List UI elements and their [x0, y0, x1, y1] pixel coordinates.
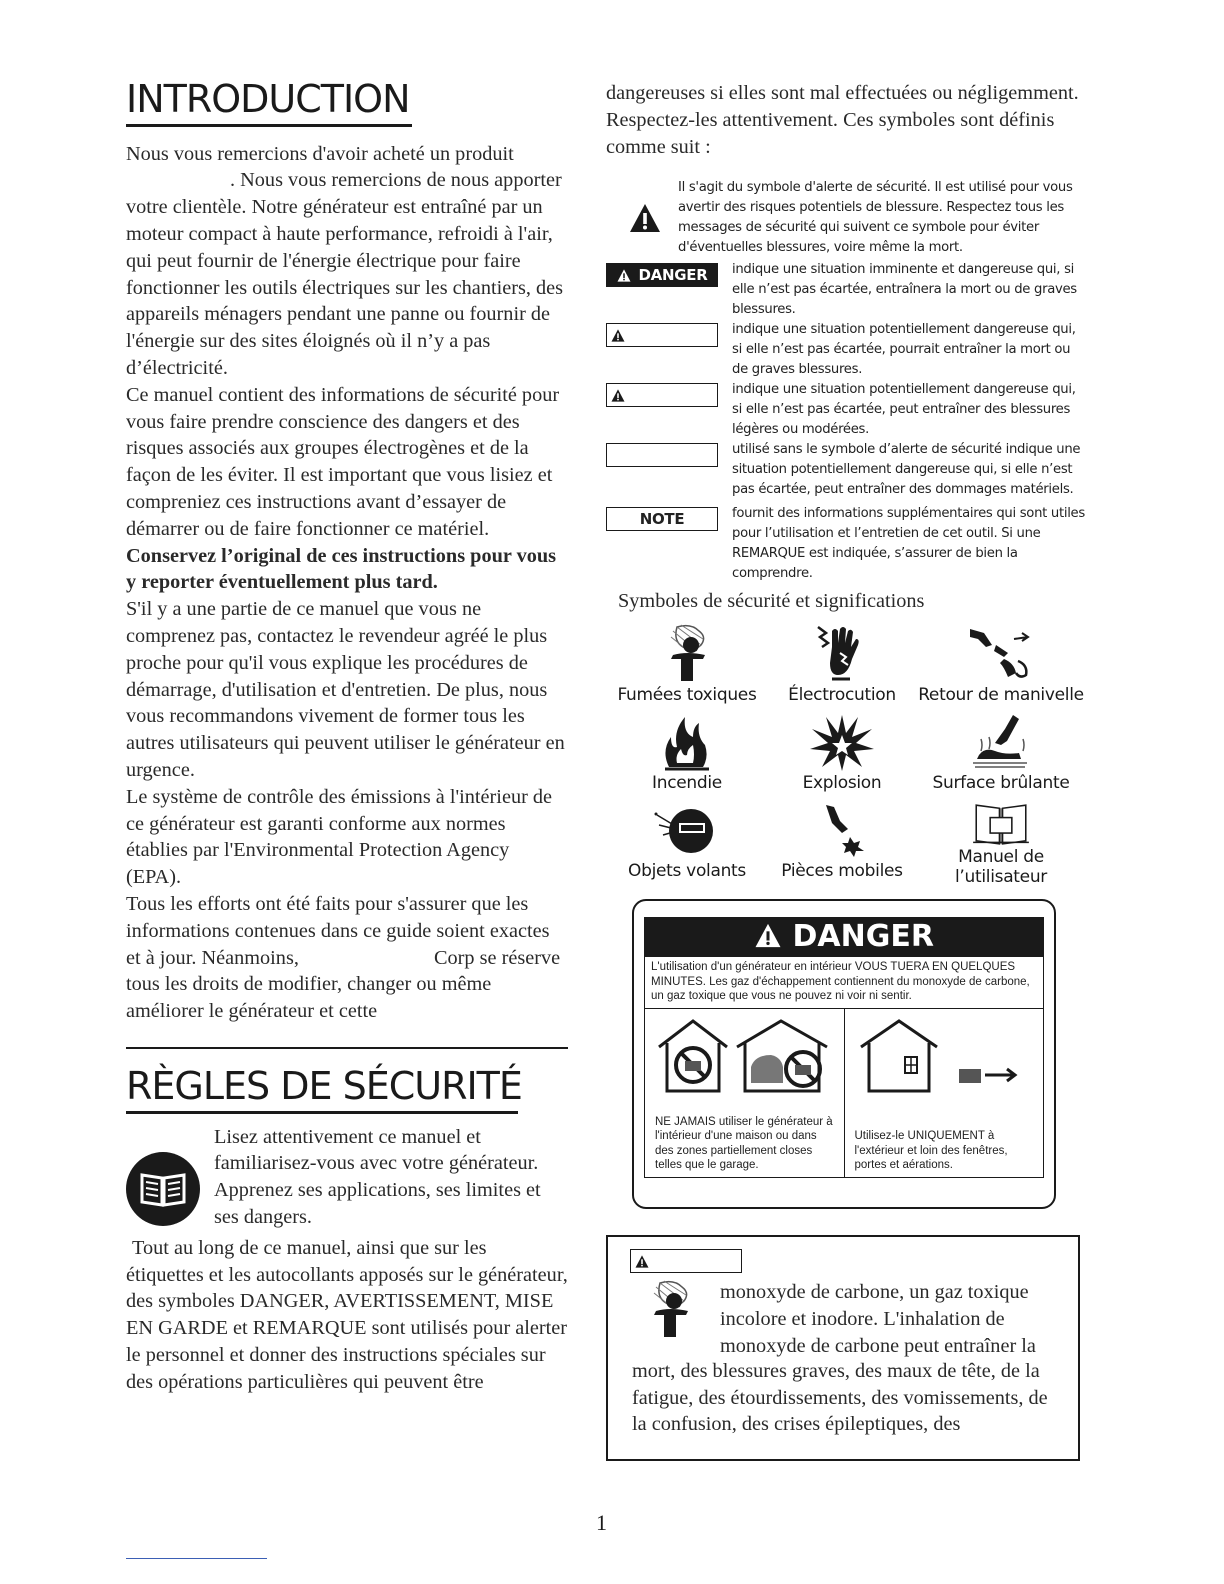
fire-icon: [647, 711, 727, 773]
intro-p2-text: Ce manuel contient des informations de sécurité pour vous faire prendre conscience des dangers et des risques associés aux groupes électrogènes et de la façon de les éviter. Il est important que vous lisiez et compreniez ces instructions avant d’essayer de démarrer ou de faire fonctionner ce matériel.: [126, 383, 560, 540]
user-manual-icon: [961, 799, 1041, 847]
notice-label: [606, 443, 718, 467]
introduction-body: [126, 141, 568, 1025]
co-warning-text-full: mort, des blessures graves, des maux de tête, de la fatigue, des étourdissements, des vomissements, de la confusion, des crises épileptiques, des: [632, 1359, 1048, 1436]
footer-line: [126, 1558, 267, 1559]
co-danger-panel: [632, 899, 1056, 1209]
indoor-use-half: [645, 1009, 844, 1177]
danger-label-text: DANGER: [638, 266, 708, 285]
safety-paragraph-continued: dangereuses si elles sont mal effectuées ou négligemment. Respectez-les attentivement. Ces symboles sont définis comme suit :: [606, 82, 1079, 158]
introduction-heading: [126, 78, 568, 127]
hazard-moving-parts: [768, 799, 916, 887]
note-text: fournit des informations supplémentaires qui sont utiles pour l’utilisation et l’entretien de cet outil. Si une REMARQUE est indiquée, s’assurer de bien la comprendre.: [732, 506, 1085, 582]
notice-row: [606, 440, 1086, 500]
heading-underline: [126, 124, 412, 127]
hazard-hot-surface: [916, 711, 1086, 799]
hazard-label: Explosion: [802, 773, 882, 794]
warning-triangle-icon: [635, 1255, 649, 1268]
hazard-label: Retour de manivelle: [918, 685, 1084, 706]
hazard-label: Fumées toxiques: [617, 685, 757, 706]
outdoor-only-text: Utilisez-le UNIQUEMENT à l'extérieur et loin des fenêtres, portes et aérations.: [854, 1130, 1008, 1172]
danger-split: [645, 1009, 1043, 1177]
signal-word-table: [606, 178, 1086, 584]
hazard-user-manual: [916, 799, 1086, 887]
toxic-fumes-icon: [647, 623, 727, 685]
hazard-flying-objects: [606, 799, 768, 887]
intro-paragraph-2: [126, 382, 568, 596]
hazard-label: Manuel de l’utilisateur: [955, 847, 1047, 888]
caution-text: indique une situation potentiellement dangereuse qui, si elle n’est pas écartée, peut entraîner des blessures légères ou modérées.: [732, 382, 1076, 438]
toxic-fumes-icon: [630, 1279, 710, 1341]
safety-rules-heading: [126, 1065, 568, 1114]
moving-parts-icon: [802, 799, 882, 861]
hazard-fire: [606, 711, 768, 799]
intro-paragraph-5: [126, 891, 568, 1025]
no-indoor-generator-icon: [655, 1017, 835, 1095]
intro-p2-bold: Conservez l’original de ces instructions pour vous y reporter éventuellement plus tard.: [126, 544, 557, 594]
right-column: [606, 80, 1086, 1461]
outdoor-use-half: [844, 1009, 1044, 1177]
hazard-label: Objets volants: [628, 861, 746, 882]
intro-paragraph-3: S'il y a une partie de ce manuel que vous ne comprenez pas, contactez le revendeur agréé le plus proche pour qu'il vous explique les procédures de démarrage, d'utilisation et d'entretien. De plus, nous vous recommandons vivement de former tous les autres utilisateurs qui peuvent utiliser le générateur en urgence.: [126, 598, 565, 782]
warning-triangle-icon: [611, 389, 625, 402]
intro-p5-start: Tous les efforts ont été faits pour s'assurer que les informations contenues dans ce guide soient exactes et à jour. Néanmoins,: [126, 893, 550, 969]
alert-symbol-text: Il s'agit du symbole d'alerte de sécurité. Il est utilisé pour vous avertir des risques potentiels de blessure. Respectez tous les messages de sécurité qui suivent ce symbole pour éviter d'éventuelles blessures, voire même la mort.: [678, 180, 1073, 256]
hazard-icons-title: Symboles de sécurité et significations: [618, 590, 925, 613]
intro-paragraph-4: Le système de contrôle des émissions à l'intérieur de ce générateur est garanti conforme aux normes établies par l'Environmental Protection Agency (EPA).: [126, 785, 553, 889]
intro-p1-rest: . Nous vous remercions de nous apporter votre clientèle. Notre générateur est entraîné par un moteur compact à haute performance, refroidi à l'air, qui peut fournir de l'énergie électrique pour faire fonctionner les outils électriques sur les chantiers, des appareils ménagers pendant une panne ou fournir de l'énergie sur des sites éloignés où il n’y a pas d’électricité.: [126, 169, 564, 380]
co-warning-text-right: monoxyde de carbone, un gaz toxique incolore et inodore. L'inhalation de monoxyde de carbone peut entraîner la: [720, 1281, 1036, 1357]
outdoor-generator-icon: [855, 1017, 1035, 1095]
notice-text: utilisé sans le symbole d’alerte de sécurité indique une situation potentiellement dangereuse qui, si elle n’est pas écartée, peut entraîner des dommages matériels.: [732, 442, 1081, 498]
co-fumes-icon-wrap: [630, 1279, 720, 1359]
safety-rules-title: RÈGLES DE SÉCURITÉ: [126, 1063, 522, 1108]
hazard-label: Électrocution: [788, 685, 896, 706]
caution-row: [606, 380, 1086, 440]
hazard-explosion: [768, 711, 916, 799]
note-row: [606, 504, 1086, 584]
introduction-title: INTRODUCTION: [126, 77, 410, 121]
hazard-label: Surface brûlante: [932, 773, 1070, 794]
alert-symbol-row: [606, 178, 1086, 258]
danger-label: [606, 263, 718, 287]
warning-label: [630, 1249, 742, 1273]
warning-row: [606, 320, 1086, 380]
note-label: NOTE: [606, 507, 718, 531]
read-manual-row: [126, 1124, 568, 1231]
caution-label: [606, 383, 718, 407]
read-manual-icon: [126, 1152, 200, 1226]
hazard-label: Pièces mobiles: [781, 861, 903, 882]
intro-p5-rest: Corp se réserve tous les droits de modifier, changer ou même améliorer le générateur et cette: [126, 946, 561, 1023]
co-warning-box: [606, 1235, 1080, 1461]
hazard-icons-grid: [606, 623, 1086, 887]
hazard-kickback: [916, 623, 1086, 711]
read-manual-text: Lisez attentivement ce manuel et familiarisez-vous avec votre générateur. Apprenez ses applications, ses limites et ses dangers.: [214, 1125, 541, 1229]
intro-p1-start: Nous vous remercions d'avoir acheté un produit: [126, 142, 514, 165]
hazard-electrocution: [768, 623, 916, 711]
electrocution-icon: [802, 623, 882, 685]
heading-underline: [126, 1111, 518, 1114]
hazard-label: Incendie: [652, 773, 722, 794]
left-column: [126, 78, 568, 1396]
danger-text: indique une situation imminente et dangereuse qui, si elle n’est pas écartée, entraînera la mort ou de graves blessures.: [732, 262, 1077, 318]
intro-paragraph-1: [126, 141, 568, 382]
danger-row: [606, 260, 1086, 320]
warning-triangle-icon: [611, 329, 625, 342]
warning-triangle-icon: [617, 269, 631, 282]
warning-triangle-icon: [754, 923, 782, 948]
page-number: 1: [596, 1510, 607, 1535]
danger-box: [644, 957, 1044, 1178]
hazard-toxic-fumes: [606, 623, 768, 711]
safety-alert-icon: [606, 178, 674, 258]
co-warning-row: [630, 1279, 1058, 1359]
warning-text: indique une situation potentiellement dangereuse qui, si elle n’est pas écartée, pourrait entraîner la mort ou de graves blessures.: [732, 322, 1076, 378]
section-divider: [126, 1047, 568, 1049]
danger-banner-text: DANGER: [792, 919, 934, 955]
hot-surface-icon: [961, 711, 1041, 773]
danger-banner: [644, 917, 1044, 957]
warning-label: [606, 323, 718, 347]
kickback-icon: [956, 623, 1046, 685]
safety-paragraph-1: Tout au long de ce manuel, ainsi que sur les étiquettes et les autocollants apposés sur le générateur, des symboles DANGER, AVERTISSEMENT, MISE EN GARDE et REMARQUE sont utilisés pour alerter le personnel et donner des instructions spéciales sur des opérations particulières qui peuvent être: [126, 1236, 568, 1393]
never-indoor-text: NE JAMAIS utiliser le générateur à l'intérieur d'une maison ou dans des zones partiellement closes telles que le garage.: [655, 1115, 833, 1172]
danger-message: L'utilisation d'un générateur en intérieur VOUS TUERA EN QUELQUES MINUTES. Les gaz d'échappement contiennent du monoxyde de carbone, un gaz toxique que vous ne pouvez ni voir ni sentir.: [645, 957, 1043, 1009]
explosion-icon: [802, 711, 882, 773]
flying-objects-icon: [647, 799, 727, 861]
